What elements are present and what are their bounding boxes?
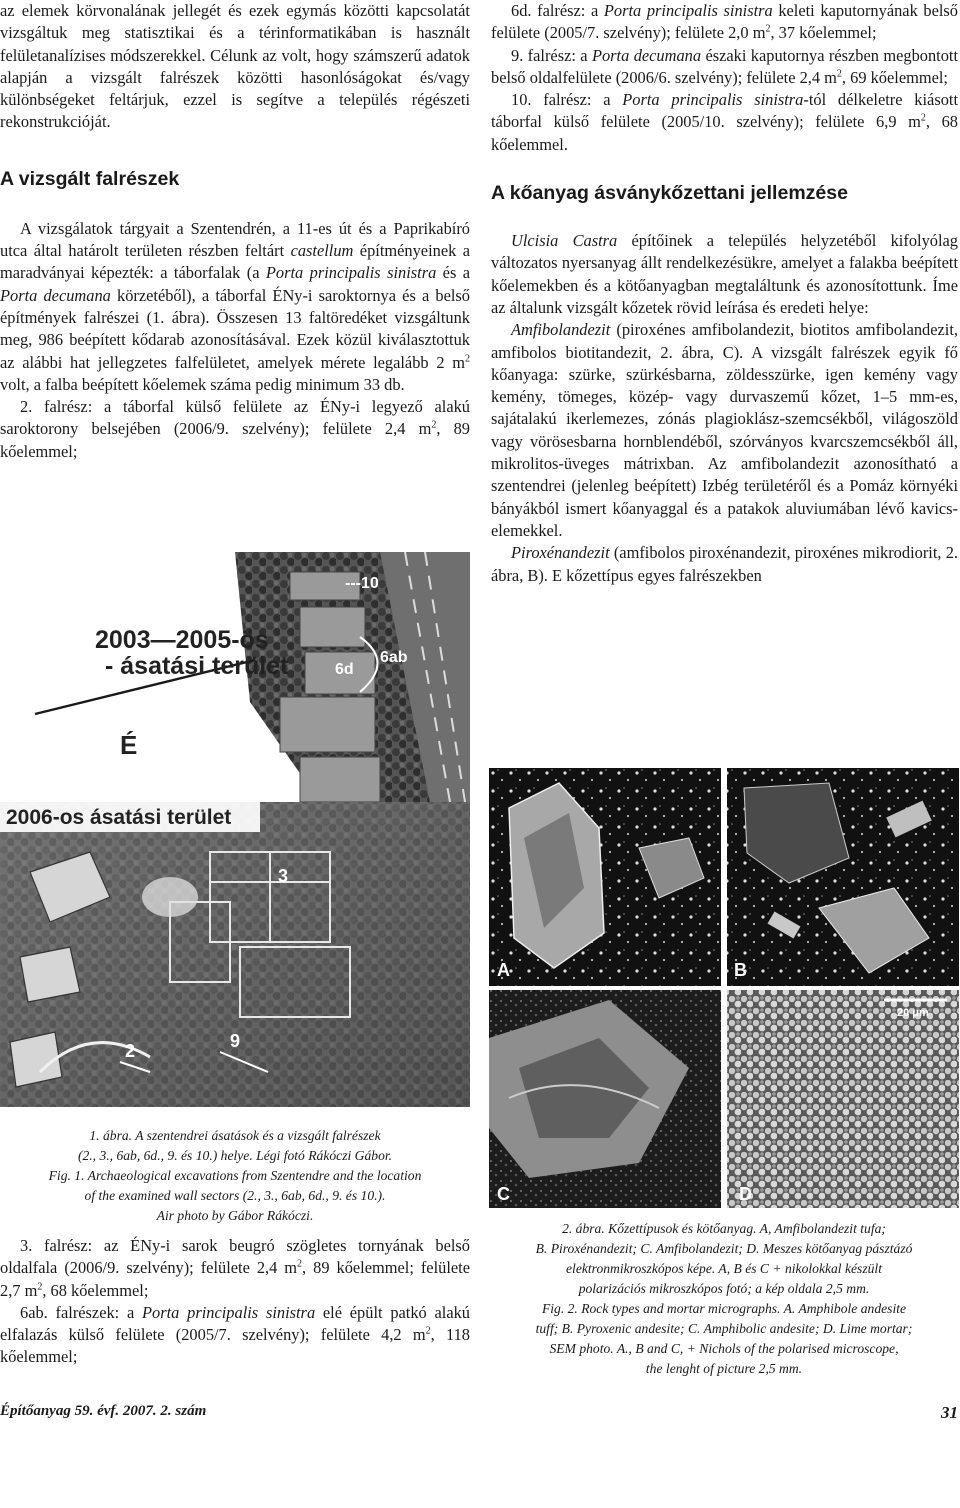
figure-2-caption: 2. ábra. Kőzettípusok és kötőanyag. A, Amfibolandezit tufa; B. Piroxénandezit; C. Amfibolandezit; D. Meszes kötőanyag pásztázó elektronmikroszkópos képe. A, B és C + nikolokkal készült polarizációs mikroszkópos fotó; a kép oldala 2,5 mm. Fig. 2. Rock types and mortar micrographs. A. Amphibole andesite tuff; B. Pyroxenic andesite; C. Amphibolic andesite; D. Lime mortar; SEM photo. A., B and C, + Nichols of the polarised microscope, the lenght of picture 2,5 mm. (535, 1221, 913, 1376)
scale-bar-label: 20 μm (897, 1007, 929, 1019)
label-excavation-area: - ásatási terület (105, 652, 289, 680)
label-wall-6d: 6d (335, 661, 354, 678)
journal-footer: Építőanyag 59. évf. 2007. 2. szám (0, 1403, 207, 1419)
figure-1-caption: 1. ábra. A szentendrei ásatások és a vizsgált falrészek (2., 3., 6ab, 6d., 9. és 10.) helye. Légi fotó Rákóczi Gábor. Fig. 1. Archaeological excavations from Szentendre and the location of the examined wall sectors (2., 3., 6ab, 6d., 9. és 10.). Air photo by Gábor Rákóczi. (48, 1128, 422, 1223)
section-heading-falreszek: A vizsgált falrészek (0, 167, 180, 190)
intro-paragraph: az elemek körvonalának jellegét és ezek egymás közötti kapcsolatát vizsgáltuk meg statisztikai és a térinformatikában is használt felületanalízises módszerekkel. Célunk az volt, hogy számszerű adatok alapján a vizsgált falrészek közötti hasonlóságokat és/vagy különbségeket feltárjuk, ezzel is segítve a település régészeti rekonstrukcióját. (0, 1, 470, 132)
section2-paragraph-1: Ulcisia Castra építőinek a település helyzetéből kifolyólag változatos nyersanyag állt rendelkezésükre, amelyet a falakba beépített kőelemekben és a kötőanyagban megtaláltunk és azonosítottunk. Íme az általunk vizsgált kőzetek rövid leírása és eredeti helye: (491, 231, 958, 317)
wall-item-6ab: 6ab. falrészek: a Porta principalis sinistra elé épült patkó alakú elfalazás külső felülete (2005/7. szelvény); felülete 4,2 $m^2$, 118 kőelemmel; (0, 1302, 470, 1367)
section2-paragraph-2: Amfibolandezit (piroxénes amfibolandezit, biotitos amfibolandezit, amfibolos biotitandezit, 2. ábra, C). A vizsgált falrészek egyik fő kőanyaga: szürke, szürkésbarna, zöldesszürke, igen kemény vagy kemény, tömeges, közép- vagy durvaszemű kőzet, 1–5 mm-es, sajátalakú ikerlemezes, zónás plagioklász-szemcsékből, világoszöld vagy vörösesbarna hornblendéből, szórványos kvarcszemcsékből áll, mikrolitos-üveges mátrixban. Az amfibolandezit azonosítható a szentendrei (jelenleg beépített) Izbég területéről és a Pomáz környéki bányákból ismert kőanyaggal és a patakok aluviumában lévő kavics-elemekkel. (491, 320, 958, 540)
label-wall-3: 3 (278, 866, 289, 886)
label-excavation-2003: 2003—2005-ös (95, 626, 269, 654)
label-micrograph-b: B (734, 960, 747, 980)
aerial-photo-image (0, 552, 470, 1107)
figure-1-aerial-photo (0, 552, 470, 1107)
label-wall-9: 9 (230, 1031, 241, 1051)
label-wall-6ab: 6ab (380, 649, 408, 666)
label-micrograph-d: D (739, 1184, 752, 1204)
wall-item-9: 9. falrész: a Porta decumana északi kaputornya részben megbontott belső oldalfelülete (2006/6. szelvény); felülete 2,4 $m^2$, 69 kőelemmel; (491, 45, 959, 87)
label-wall-10: ---10 (345, 575, 379, 592)
label-excavation-2006: 2006-os ásatási terület (6, 806, 232, 829)
micrograph-a (489, 768, 721, 986)
label-north: É (120, 730, 138, 760)
label-wall-2: 2 (125, 1041, 136, 1061)
micrograph-c (489, 990, 721, 1208)
section-heading-koanyag: A kőanyag ásványkőzettani jellemzése (491, 182, 848, 205)
wall-item-3: 3. falrész: az ÉNy-i sarok beugró szögletes tornyának belső oldalfala (2006/9. szelvény); felülete 2,4 $m^2$, 89 kőelemmel; felülete 2,7 $m^2$, 68 kőelemmel; (0, 1236, 470, 1300)
micrograph-grid (489, 768, 959, 1208)
left-column (0, 0, 470, 463)
page-number: 31 (941, 1403, 958, 1422)
wall-item-10: 10. falrész: a Porta principalis sinistra-tól délkeletre kiásott táborfal külső felülete (2005/10. szelvény); felülete 6,9 $m^2$, 68 kőelemmel. (491, 90, 958, 154)
micrograph-d (727, 990, 959, 1208)
label-micrograph-c: C (497, 1184, 510, 1204)
micrograph-b (727, 768, 959, 986)
wall-item-2: 2. falrész: a táborfal külső felülete az ÉNy-i legyező alakú saroktorony belsejében (2006/9. szelvény); felülete 2,4 $m^2$, 89 kőelemmel; (0, 397, 470, 461)
section2-paragraph-3: Piroxénandezit (amfibolos piroxénandezit, piroxénes mikrodiorit, 2. ábra, B). E kőzettípus egyes falrészekben (491, 543, 958, 585)
right-column (491, 0, 958, 587)
label-micrograph-a: A (497, 960, 510, 980)
figure-2-micrographs (489, 768, 959, 1508)
wall-item-6d: 6d. falrész: a Porta principalis sinistra keleti kaputornyának belső felülete (2005/7. szelvény); felülete 2,0 $m^2$, 37 kőelemmel; (491, 1, 958, 43)
section1-paragraph: A vizsgálatok tárgyait a Szentendrén, a 11-es út és a Paprikabíró utca által határolt területen részben feltárt castellum építményeinek a maradványai képezték: a táborfalak (a Porta principalis sinistra és a Porta decumana körzetéből), a táborfal ÉNy-i saroktornya és a belső építmények falrészei (1. ábra). Összesen 13 faltöredéket vizsgáltunk meg, 986 beépített kődarab azonosításával. Ezek közül kiválasztottuk az alábbi hat jellegzetes falfelületet, amelyek mérete legalább 2 $m^2$ volt, a falba beépített kőelemek száma pedig minimum 33 db. (0, 218, 471, 394)
left-column-lower (0, 1235, 470, 1369)
